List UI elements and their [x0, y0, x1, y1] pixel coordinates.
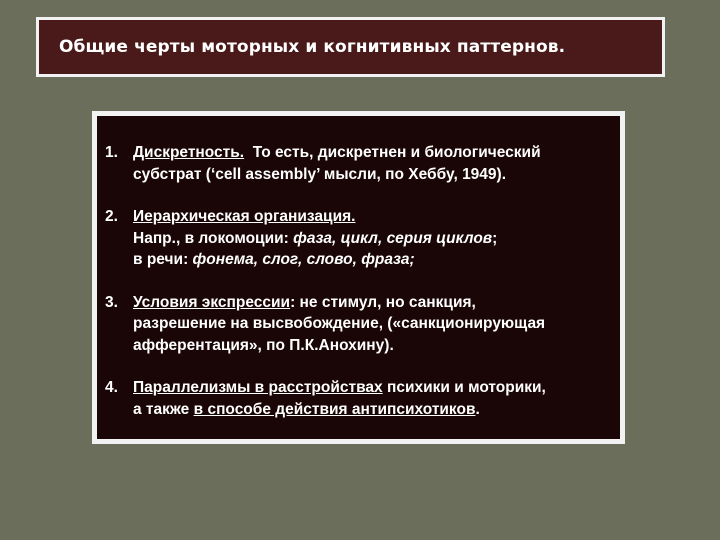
item-text: психики и моторики,	[382, 379, 546, 396]
item-body	[133, 142, 610, 185]
item-line	[133, 292, 610, 314]
item-text: а также	[133, 400, 194, 418]
item-line	[133, 399, 610, 421]
list-item	[105, 377, 610, 420]
content-box	[92, 111, 625, 444]
item-number: 4.	[105, 379, 118, 396]
item-line: разрешение на высвобождение, («санкционирующая	[133, 315, 546, 332]
item-line	[133, 228, 610, 250]
item-line	[133, 377, 610, 399]
item-italic-text: фаза, цикл, серия циклов	[293, 229, 493, 247]
item-heading: Параллелизмы в расстройствах	[133, 379, 383, 396]
item-line	[133, 249, 610, 271]
item-line: афферентация», по П.К.Анохину).	[133, 336, 394, 354]
item-number: 1.	[105, 144, 118, 161]
title-box	[36, 17, 665, 77]
item-text: в речи:	[133, 251, 193, 268]
item-heading: Дискретность.	[133, 144, 245, 161]
list-item	[105, 292, 610, 357]
item-line: субстрат (‘cell assembly’ мысли, по Хеббу, 1949).	[133, 165, 507, 183]
item-body	[133, 206, 610, 271]
item-text: : не стимул, но санкция,	[290, 293, 476, 311]
item-text: То есть, дискретнен и биологический	[244, 144, 541, 161]
item-italic-text: фонема, слог, слово, фраза;	[192, 251, 415, 268]
list-item	[105, 206, 610, 271]
item-heading: Условия экспрессии	[133, 293, 291, 311]
item-number: 2.	[105, 208, 118, 225]
item-text: Напр., в локомоции:	[133, 229, 294, 247]
slide-title-text: Общие черты моторных и когнитивных паттернов	[59, 37, 559, 57]
item-underlined-text: в способе действия антипсихотиков	[193, 400, 476, 418]
slide-title-punct: .	[558, 37, 566, 57]
list-item	[105, 142, 610, 185]
item-text: ;	[492, 229, 498, 247]
slide-title	[59, 37, 565, 57]
item-line	[133, 142, 610, 164]
item-text: .	[475, 400, 480, 418]
item-body	[133, 292, 610, 357]
item-body	[133, 377, 610, 420]
item-number: 3.	[105, 293, 118, 311]
item-heading: Иерархическая организация.	[133, 208, 356, 225]
